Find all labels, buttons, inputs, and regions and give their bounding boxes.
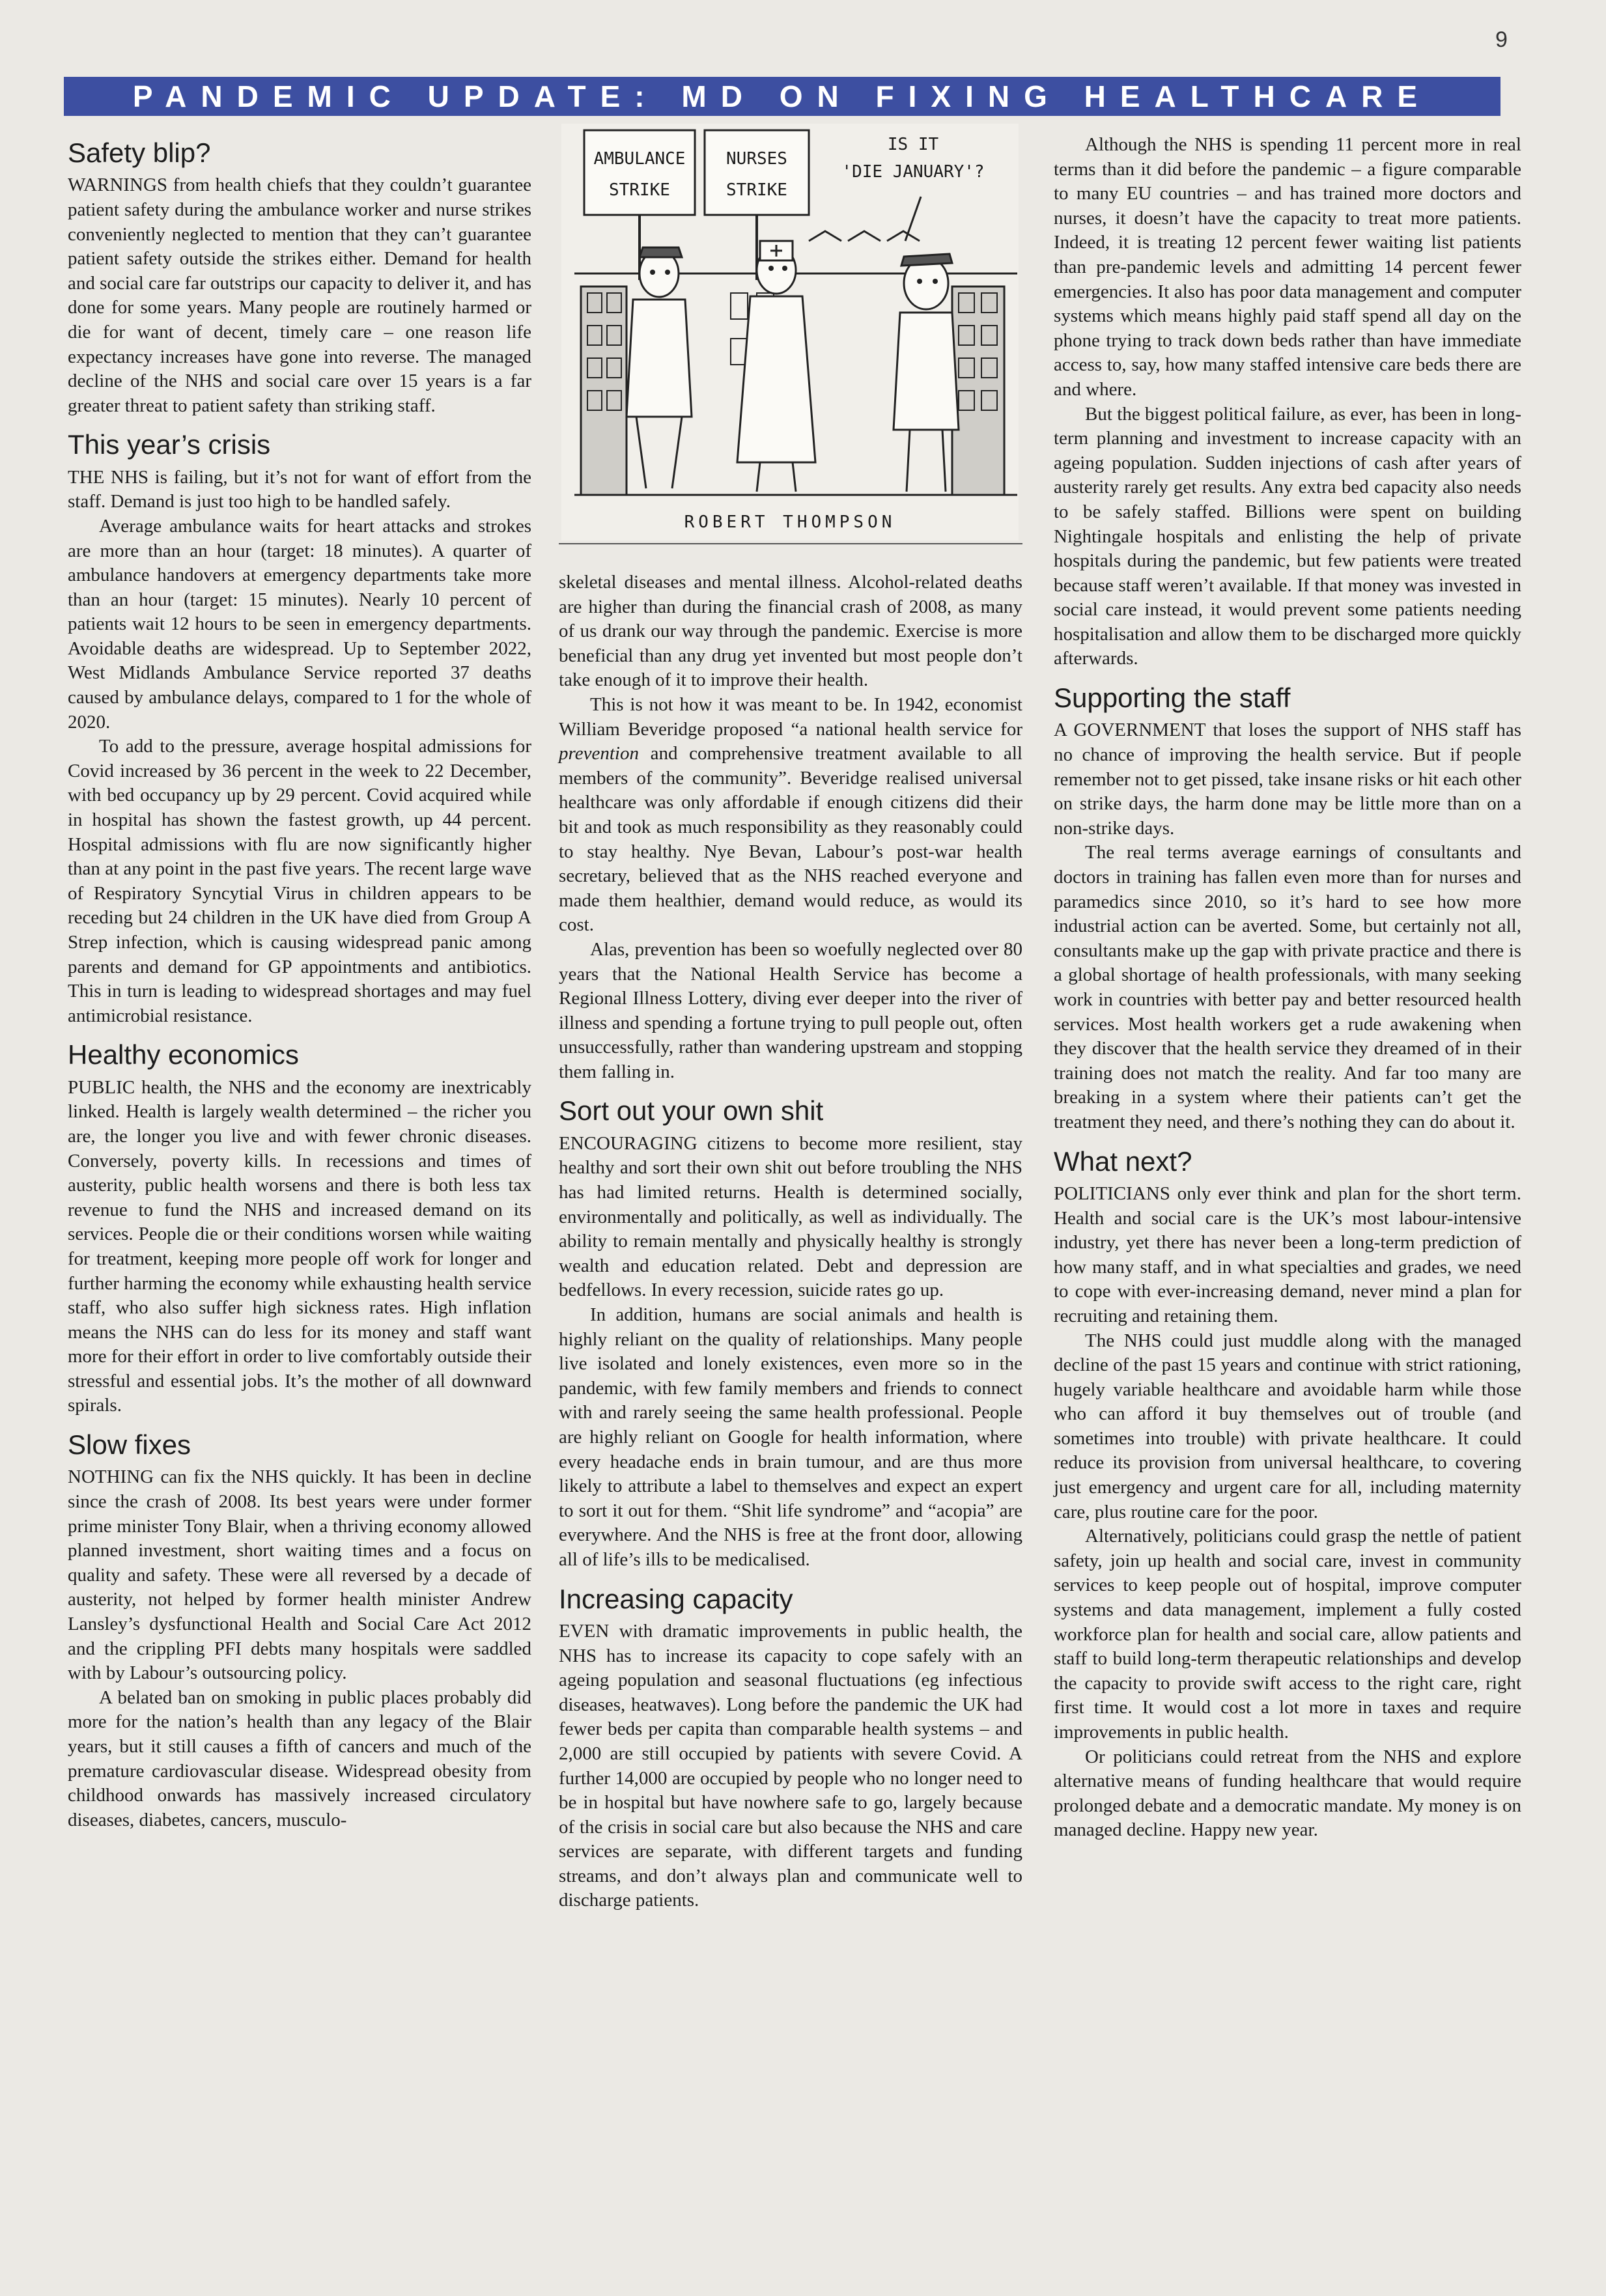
lead-in: ENCOURAGING	[559, 1132, 697, 1154]
caption-line1: IS IT	[887, 135, 939, 154]
heading-safety-blip: Safety blip?	[68, 137, 211, 168]
paragraph: Alternatively, politicians could grasp the nettle of patient safety, join up health and social care, invest in community services to keep people out of hospital, improve computer systems and data management, implement a fully costed workforce plan for health and social care, allow patients and staff to build long-term therapeutic relationships and develop the capacity to provide swift access to the right care, right first time. It would cost a lot more in taxes and require improvements in public health.	[1054, 1526, 1521, 1743]
paragraph-text: only ever think and plan for the short term. Health and social care is the UK’s most labour-intensive industry, yet there has never been a long-term prediction of how many staff, and in what specialties and grades, we need to cope with ever-increasing demand, never mind a plan for recruiting and retaining them.	[1054, 1183, 1521, 1326]
lead-in: EVEN	[559, 1620, 610, 1642]
lead-in: PUBLIC	[68, 1076, 135, 1098]
sign-left-line2: STRIKE	[609, 180, 670, 200]
lead-in: POLITICIANS	[1054, 1183, 1170, 1204]
paragraph	[68, 466, 531, 514]
sign-right-line2: STRIKE	[726, 180, 787, 200]
cartoon-signature: ROBERT THOMPSON	[684, 512, 896, 532]
lead-in: NOTHING	[68, 1466, 154, 1488]
lead-in: WARNINGS	[68, 175, 168, 196]
section-banner: PANDEMIC UPDATE: MD ON FIXING HEALTHCARE	[64, 77, 1500, 116]
paragraph-text: and comprehensive treatment available to all members of the community”. Beveridge realised universal healthcare was only affordable if enough citizens did their bit and took as much responsibility as they reasonably could to stay healthy. Nye Bevan, Labour’s post-war health secretary, believed that as the NHS reached everyone and made them healthier, demand would reduce, as would its cost.	[559, 743, 1022, 936]
paragraph	[68, 1465, 531, 1685]
lead-in: THE NHS	[68, 466, 149, 488]
heading-economics: Healthy economics	[68, 1039, 299, 1071]
paragraph	[559, 1132, 1022, 1303]
sign-right-line1: NURSES	[726, 149, 787, 169]
paragraph	[68, 1076, 531, 1418]
paragraph: Or politicians could retreat from the NHS and explore alternative means of funding healthcare that would require prolonged debate and a democratic mandate. My money is on managed decline. Happy new year.	[1054, 1746, 1521, 1841]
heading-staff: Supporting the staff	[1054, 682, 1291, 714]
paragraph	[559, 1619, 1022, 1913]
column-2	[559, 570, 1022, 1913]
page-number: 9	[1495, 27, 1508, 52]
paragraph: To add to the pressure, average hospital admissions for Covid increased by 36 percent in the week to 22 December, with bed occupancy up by 29 percent. Covid acquired while in hospital has shown the fastest growth, up 44 percent. Hospital admissions with flu are now significantly higher than at any point in the past five years. The recent large wave of Respiratory Syncytial Virus in children appears to be receding but 24 children in the UK have died from Group A Strep infection, which is causing widespread panic among parents and demand for GP appointments and antibiotics. This in turn is leading to widespread shortages and may fuel antimicrobial resistance.	[68, 736, 531, 1026]
paragraph-text: that loses the support of NHS staff has no chance of improving the health service. But if people remember not to get pissed, take insane risks or hit each other on strike days, the harm done may be little more than on a non-strike days.	[1054, 720, 1521, 839]
paragraph-text: from health chiefs that they couldn’t guarantee patient safety during the ambulance worker and nurse strikes conveniently neglected to mention that they can’t guarantee patient safety outside the strikes either. Demand for health and social care far outstrips our capacity to deliver it, and has done for some years. Many people are routinely harmed or die for want of decent, timely care – one reason life expectancy increases have gone into reverse. The managed decline of the NHS and social care over 15 years is a far greater threat to patient safety than striking staff.	[68, 175, 531, 416]
sign-left-line1: AMBULANCE	[593, 149, 686, 169]
paragraph: skeletal diseases and mental illness. Alcohol-related deaths are higher than during the financial crash of 2008, as many of us drank our way through the pandemic. Exercise is more beneficial than any drug yet invented but most people don’t take enough of it to improve their health.	[559, 572, 1022, 691]
column-1	[68, 137, 531, 1832]
cartoon-illustration	[561, 124, 1019, 540]
heading-crisis: This year’s crisis	[68, 429, 271, 460]
paragraph-text: is failing, but it’s not for want of effort from the staff. Demand is just too high to be handled safely.	[68, 466, 531, 512]
paragraph: Alas, prevention has been so woefully neglected over 80 years that the National Health Service has become a Regional Illness Lottery, diving ever deeper into the river of illness and spending a fortune trying to pull people out, often unsuccessfully, rather than wandering upstream and stopping them falling in.	[559, 938, 1022, 1082]
paragraph-text: can fix the NHS quickly. It has been in decline since the crash of 2008. Its best years were under former prime minister Tony Blair, when a thriving economy allowed planned investment, short waiting times and a focus on quality and safety. These were all reversed by a decade of austerity, not helped by former health minister Andrew Lansley’s dysfunctional Health and Social Care Act 2012 and the crippling PFI debts many hospitals were saddled with by Labour’s outsourcing policy.	[68, 1466, 531, 1684]
heading-next: What next?	[1054, 1145, 1192, 1177]
paragraph-text: citizens to become more resilient, stay healthy and sort their own shit out before troubling the NHS has had limited returns. Health is determined socially, environmentally and politically, as well as individually. The ability to remain mentally and physically healthy is strongly wealth and education related. Debt and depression are bedfellows. In every recession, suicide rates go up.	[559, 1132, 1022, 1301]
paragraph: In addition, humans are social animals and health is highly reliant on the quality of relationships. Many people live isolated and lonely existences, even more so in the pandemic, with few family members and friends to connect with and rarely seeing the same health professional. People are highly reliant on Google for health information, where every headache ends in brain tumour, and are thus more likely to attribute a label to themselves and expect an expert to sort it out for them. “Shit life syndrome” and “acopia” are everywhere. And the NHS is free at the front door, allowing all of life’s ills to be medicalised.	[559, 1304, 1022, 1570]
lead-in: A GOVERNMENT	[1054, 720, 1206, 741]
heading-slow-fixes: Slow fixes	[68, 1429, 191, 1461]
paragraph: The NHS could just muddle along with the managed decline of the past 15 years and continue with strict rationing, hugely variable healthcare and avoidable harm while those who can afford it buy themselves out of trouble (and sometimes into trouble) with private healthcare. It could reduce its provision from universal healthcare, to covering just emergency and urgent care for all, including maternity care, plus routine care for the poor.	[1054, 1330, 1521, 1522]
paragraph	[1054, 718, 1521, 841]
paragraph-text: with dramatic improvements in public health, the NHS has to increase its capacity to cope safely with an ageing population and seasonal fluctuations (eg infectious diseases, heatwaves). Long before the pandemic the UK had fewer beds per capita than comparable health systems – and 2,000 are still occupied by patients with severe Covid. A further 14,000 are occupied by people who no longer need to be in hospital but have nowhere safe to go, largely because of the crisis in social care but also because the NHS and care services are separate, with different targets and funding streams, and don’t always plan and communicate well to discharge patients.	[559, 1620, 1022, 1911]
paragraph-text: This is not how it was meant to be. In 1942, economist William Beveridge proposed “a national health service for	[559, 693, 1022, 740]
heading-own-shit: Sort out your own shit	[559, 1095, 824, 1127]
paragraph: But the biggest political failure, as ever, has been in long-term planning and investment to increase capacity with an ageing population. Sudden injections of cash after years of austerity rarely get results. Any extra bed capacity also needs to be safely staffed. Billions were spent on building Nightingale hospitals and enlisting the help of private hospitals during the pandemic, but few patients were treated because staff weren’t available. If that money was invested in social care instead, it would prevent some patients needing hospitalisation and allow them to be discharged more quickly afterwards.	[1054, 403, 1521, 669]
emphasis: prevention	[559, 743, 639, 764]
cartoon-divider	[559, 543, 1022, 544]
paragraph: Although the NHS is spending 11 percent more in real terms than it did before the pandemic – a figure comparable to many EU countries – and has trained more doctors and nurses, it doesn’t have the capacity to treat more patients. Indeed, it is treating 12 percent fewer waiting list patients than pre-pandemic levels and admitting 14 percent fewer emergencies. It also has poor data management and computer systems which means highly paid staff spend all day on the phone trying to track down beds rather than have immediate access to, say, how many staffed intensive care beds there are and where.	[1054, 134, 1521, 400]
paragraph	[559, 693, 1022, 938]
paragraph	[68, 173, 531, 418]
paragraph: Average ambulance waits for heart attacks and strokes are more than an hour (target: 18 minutes). A quarter of ambulance handovers at emergency departments take more than an hour (target: 15 minutes). Nearly 10 percent of patients wait 12 hours to be seen in emergency departments. Avoidable deaths are widespread. Up to September 2022, West Midlands Ambulance Service reported 37 deaths caused by ambulance delays, compared to 1 for the whole of 2020.	[68, 515, 531, 733]
heading-capacity: Increasing capacity	[559, 1583, 793, 1614]
column-3	[1054, 133, 1521, 1843]
paragraph: The real terms average earnings of consultants and doctors in training has fallen even more than for nurses and paramedics since 2010, so it’s hard to see how more industrial action can be averted. Some, but certainly not all, consultants make up the gap with private practice and there is a global shortage of health professionals, with many seeking work in countries with better pay and better resourced health services. Most health workers get a rude awakening when they discover that the health service they dreamed of in their training does not match the reality. And far too many are breaking in a system where their patients can’t get the treatment they need, and there’s nothing they can do about it.	[1054, 842, 1521, 1132]
paragraph	[1054, 1182, 1521, 1329]
paragraph: A belated ban on smoking in public places probably did more for the nation’s health than any legacy of the Blair years, but it still causes a fifth of cancers and much of the premature cardiovascular disease. Widespread obesity from childhood onwards has massively increased circulatory diseases, diabetes, cancers, musculo-	[68, 1687, 531, 1830]
paragraph-text: health, the NHS and the economy are inextricably linked. Health is largely wealth determined – the richer you are, the longer you live and with fewer chronic diseases. Conversely, poverty kills. In recessions and times of austerity, public health worsens and there is both less tax revenue to fund the NHS and increased demand on its services. People die or their conditions worsen while waiting for treatment, keeping more people off work for longer and further harming the economy while exhausting health service staff, who also suffer high sickness rates. High inflation means the NHS can do less for its money and staff want more for their effort in order to live comfortably outside their stressful and essential jobs. It’s the mother of all downward spirals.	[68, 1076, 531, 1416]
caption-line2: 'DIE JANUARY'?	[841, 162, 985, 182]
